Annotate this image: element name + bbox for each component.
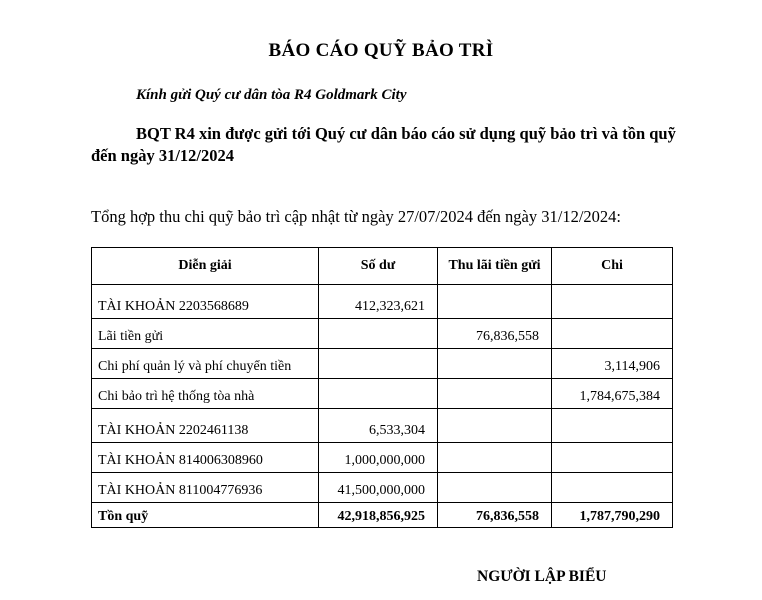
row-balance: 41,500,000,000 [319, 473, 438, 503]
row-description: TÀI KHOẢN 2202461138 [92, 409, 319, 443]
table-row [92, 349, 673, 379]
table-row [92, 379, 673, 409]
row-interest [438, 349, 552, 379]
row-balance [319, 319, 438, 349]
table-row [92, 409, 673, 443]
header-balance: Số dư [319, 248, 438, 285]
row-expense [552, 473, 673, 503]
row-description: TÀI KHOẢN 811004776936 [92, 473, 319, 503]
row-expense: 3,114,906 [552, 349, 673, 379]
header-interest-income: Thu lãi tiền gửi [438, 248, 552, 285]
row-interest [438, 409, 552, 443]
header-expense: Chi [552, 248, 673, 285]
header-description: Diễn giải [92, 248, 319, 285]
row-interest [438, 285, 552, 319]
total-label: Tồn quỹ [92, 503, 319, 528]
table-row [92, 443, 673, 473]
row-interest [438, 443, 552, 473]
row-balance [319, 349, 438, 379]
row-balance: 6,533,304 [319, 409, 438, 443]
row-expense [552, 443, 673, 473]
row-description: Chi bảo trì hệ thống tòa nhà [92, 379, 319, 409]
intro-paragraph: BQT R4 xin được gửi tới Quý cư dân báo cáo sử dụng quỹ bảo trì và tồn quỹ đến ngày 31/12/2024 [91, 124, 676, 165]
row-balance [319, 379, 438, 409]
row-interest: 76,836,558 [438, 319, 552, 349]
total-interest: 76,836,558 [438, 503, 552, 528]
document-title: BÁO CÁO QUỸ BẢO TRÌ [268, 40, 494, 61]
row-description: Chi phí quản lý và phí chuyển tiền [92, 349, 319, 379]
table-row [92, 319, 673, 349]
row-description: TÀI KHOẢN 814006308960 [92, 443, 319, 473]
signer-label: NGƯỜI LẬP BIỂU [477, 568, 607, 585]
row-expense [552, 285, 673, 319]
table-row [92, 285, 673, 319]
table-row [92, 473, 673, 503]
row-expense: 1,784,675,384 [552, 379, 673, 409]
row-interest [438, 473, 552, 503]
row-expense [552, 319, 673, 349]
summary-line: Tổng hợp thu chi quỹ bảo trì cập nhật từ ngày 27/07/2024 đến ngày 31/12/2024: [91, 207, 622, 226]
table-header-row [92, 248, 673, 285]
total-balance: 42,918,856,925 [319, 503, 438, 528]
row-balance: 1,000,000,000 [319, 443, 438, 473]
row-expense [552, 409, 673, 443]
row-interest [438, 379, 552, 409]
total-expense: 1,787,790,290 [552, 503, 673, 528]
row-description: TÀI KHOẢN 2203568689 [92, 285, 319, 319]
greeting-line: Kính gửi Quý cư dân tòa R4 Goldmark City [136, 87, 407, 103]
table-total-row [92, 503, 673, 528]
fund-report-table [91, 247, 673, 528]
row-description: Lãi tiền gửi [92, 319, 319, 349]
row-balance: 412,323,621 [319, 285, 438, 319]
